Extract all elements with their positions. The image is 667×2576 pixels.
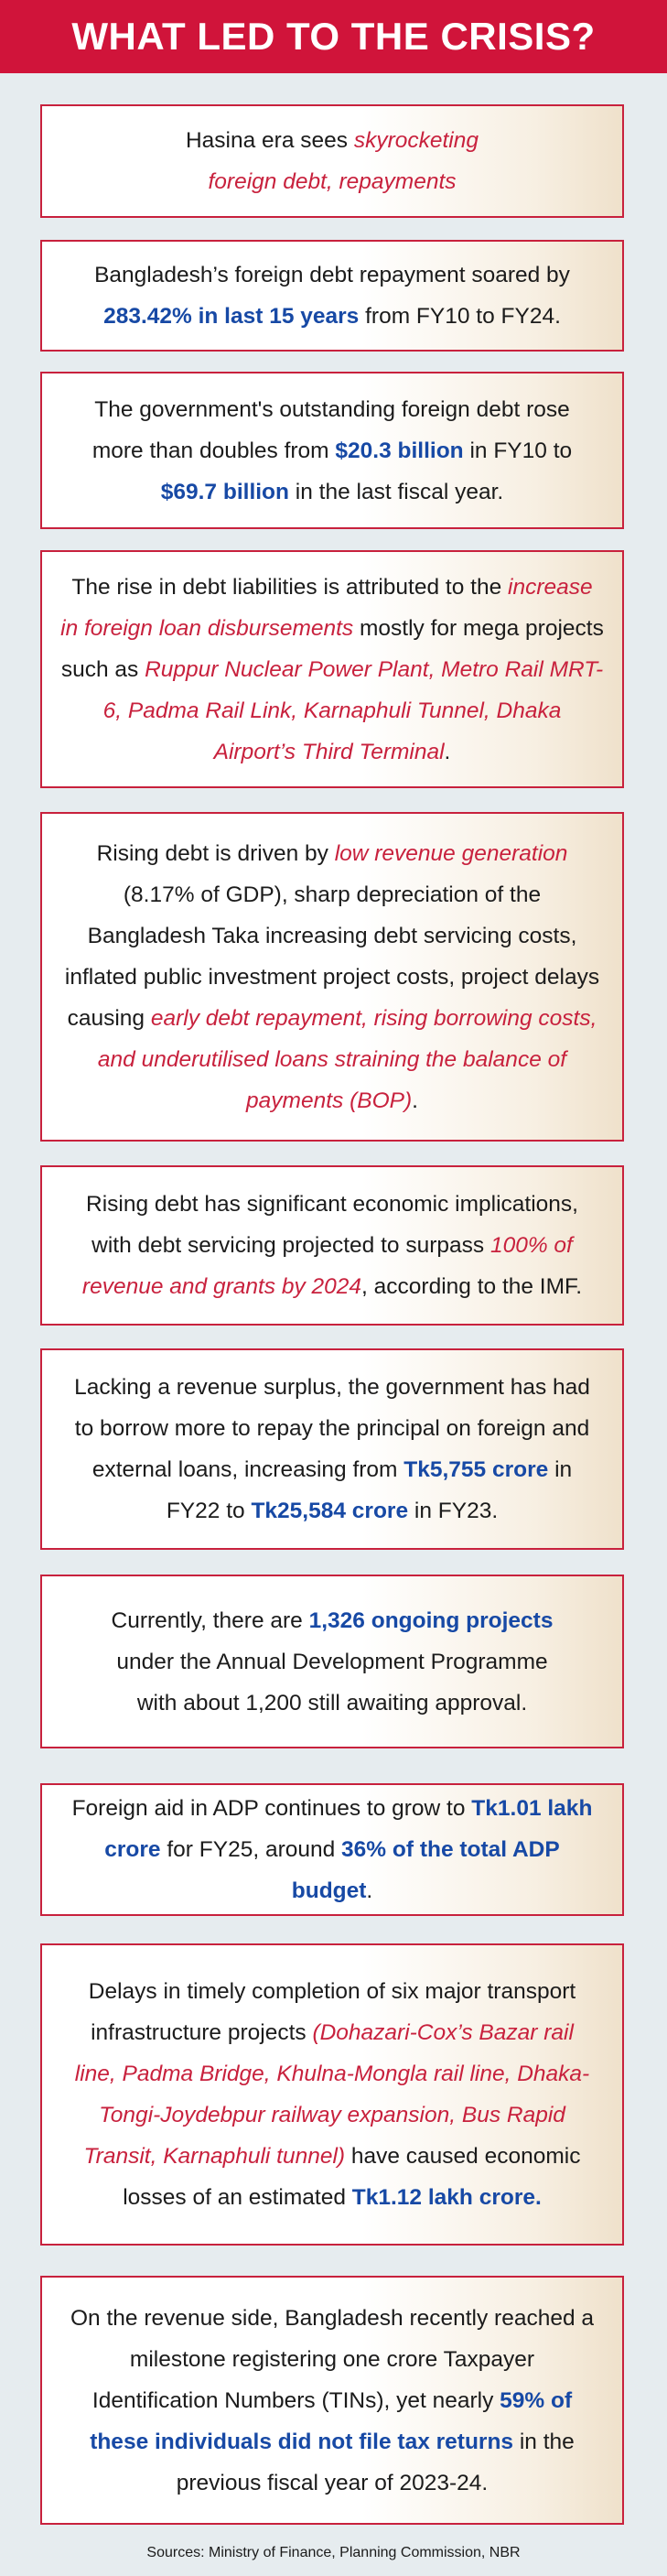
body-text: in FY23.	[408, 1499, 499, 1523]
body-text: Delays in timely completion of six major transport infrastructure projects	[88, 1979, 576, 2045]
fact-card-6	[40, 1165, 624, 1326]
fact-card-5	[40, 812, 624, 1142]
fact-card-4	[40, 550, 624, 788]
body-text: have caused economic losses of an estimated	[123, 2144, 581, 2210]
body-text: On the revenue side, Bangladesh recently reached a milestone registering one crore Taxpayer Identification Numbers (TINs), yet nearly	[70, 2305, 595, 2413]
fact-card-10-text	[68, 1971, 597, 2218]
emphasis-text: early debt repayment, rising borrowing costs, and underutilised loans straining the balance of payments (BOP)	[97, 1005, 597, 1113]
fact-card-2-text	[79, 254, 586, 337]
emphasis-text: Ruppur Nuclear Power Plant, Metro Rail MRT-6, Padma Rail Link, Karnaphuli Tunnel, Dhaka Airport’s Third Terminal	[102, 656, 604, 764]
body-text: Currently, there are	[111, 1607, 309, 1633]
fact-card-8	[40, 1575, 624, 1748]
emphasis-text: (Dohazari-Cox’s Bazar rail line, Padma Bridge, Khulna-Mongla rail line, Dhaka-Tongi-Joydebpur railway expansion, Bus Rapid Transit, Karnaphuli tunnel)	[74, 2020, 590, 2169]
body-text: Hasina era sees	[185, 128, 354, 153]
highlight-figure: $69.7 billion	[160, 479, 289, 504]
fact-card-8-text	[106, 1600, 558, 1724]
page-title-text: WHAT LED TO THE CRISIS?	[71, 15, 596, 58]
fact-card-7-text	[70, 1367, 595, 1532]
fact-card-9	[40, 1783, 624, 1916]
body-text: in FY10 to	[463, 438, 573, 463]
body-text: mostly for mega projects such as	[60, 615, 604, 682]
emphasis-text: increase in foreign loan disbursements	[60, 574, 593, 641]
highlight-figure: Tk1.12 lakh crore.	[351, 2185, 542, 2210]
fact-card-10	[40, 1943, 624, 2246]
highlight-figure: 36% of the total ADP budget	[291, 1837, 560, 1903]
body-text: , according to the IMF.	[361, 1274, 583, 1299]
fact-card-5-text	[62, 833, 602, 1121]
fact-card-7	[40, 1348, 624, 1550]
emphasis-text: 100% of revenue and grants by 2024	[81, 1233, 573, 1299]
highlight-figure: Tk5,755 crore	[403, 1457, 549, 1482]
fact-card-11-text	[64, 2298, 600, 2504]
body-text: .	[412, 1088, 418, 1113]
fact-card-3	[40, 372, 624, 529]
body-text: (8.17% of GDP), sharp depreciation of the Bangladesh Taka increasing debt servicing costs, inflated public investment project costs, project delays causing	[64, 882, 600, 1031]
highlight-figure: 1,326 ongoing projects	[308, 1607, 554, 1633]
body-text: from FY10 to FY24.	[359, 304, 561, 329]
highlight-figure: Tk1.01 lakh crore	[104, 1796, 593, 1862]
sources-note: Sources: Ministry of Finance, Planning Commission, NBR	[146, 2545, 521, 2560]
fact-card-6-text	[66, 1184, 598, 1307]
highlight-figure: Tk25,584 crore	[251, 1499, 409, 1523]
fact-card-4-text	[60, 567, 604, 773]
body-text: for FY25, around	[160, 1837, 342, 1862]
highlight-figure: $20.3 billion	[335, 438, 464, 463]
emphasis-text: low revenue generation	[334, 840, 568, 866]
body-text: in FY22 to	[166, 1457, 573, 1523]
body-text: in the previous fiscal year of 2023-24.	[176, 2429, 575, 2495]
fact-card-11	[40, 2276, 624, 2525]
highlight-figure: 59% of these individuals did not file tax returns	[90, 2387, 573, 2454]
fact-card-2	[40, 240, 624, 352]
body-text: Lacking a revenue surplus, the government has had to borrow more to repay the principal on foreign and external loans, increasing from	[74, 1375, 590, 1482]
fact-card-1-text	[179, 120, 485, 202]
body-text: The rise in debt liabilities is attributed to the	[71, 574, 509, 600]
body-text: in the last fiscal year.	[289, 479, 504, 504]
body-text: Rising debt is driven by	[96, 840, 335, 866]
body-text: .	[366, 1878, 373, 1903]
body-text: Foreign aid in ADP continues to grow to	[71, 1796, 472, 1821]
body-text: Bangladesh’s foreign debt repayment soared by	[94, 263, 570, 287]
body-text: The government's outstanding foreign debt rose more than doubles from	[91, 396, 570, 463]
body-text: Rising debt has significant economic implications, with debt servicing projected to surpass	[86, 1192, 578, 1258]
page-title	[0, 0, 667, 73]
body-text: under the Annual Development Programme with about 1,200 still awaiting approval.	[116, 1649, 548, 1716]
body-text: .	[444, 739, 451, 764]
emphasis-text: skyrocketing foreign debt, repayments	[208, 128, 479, 194]
fact-card-9-text	[64, 1788, 600, 1911]
highlight-figure: 283.42% in last 15 years	[103, 304, 360, 329]
fact-card-1	[40, 104, 624, 218]
fact-card-3-text	[75, 389, 589, 513]
